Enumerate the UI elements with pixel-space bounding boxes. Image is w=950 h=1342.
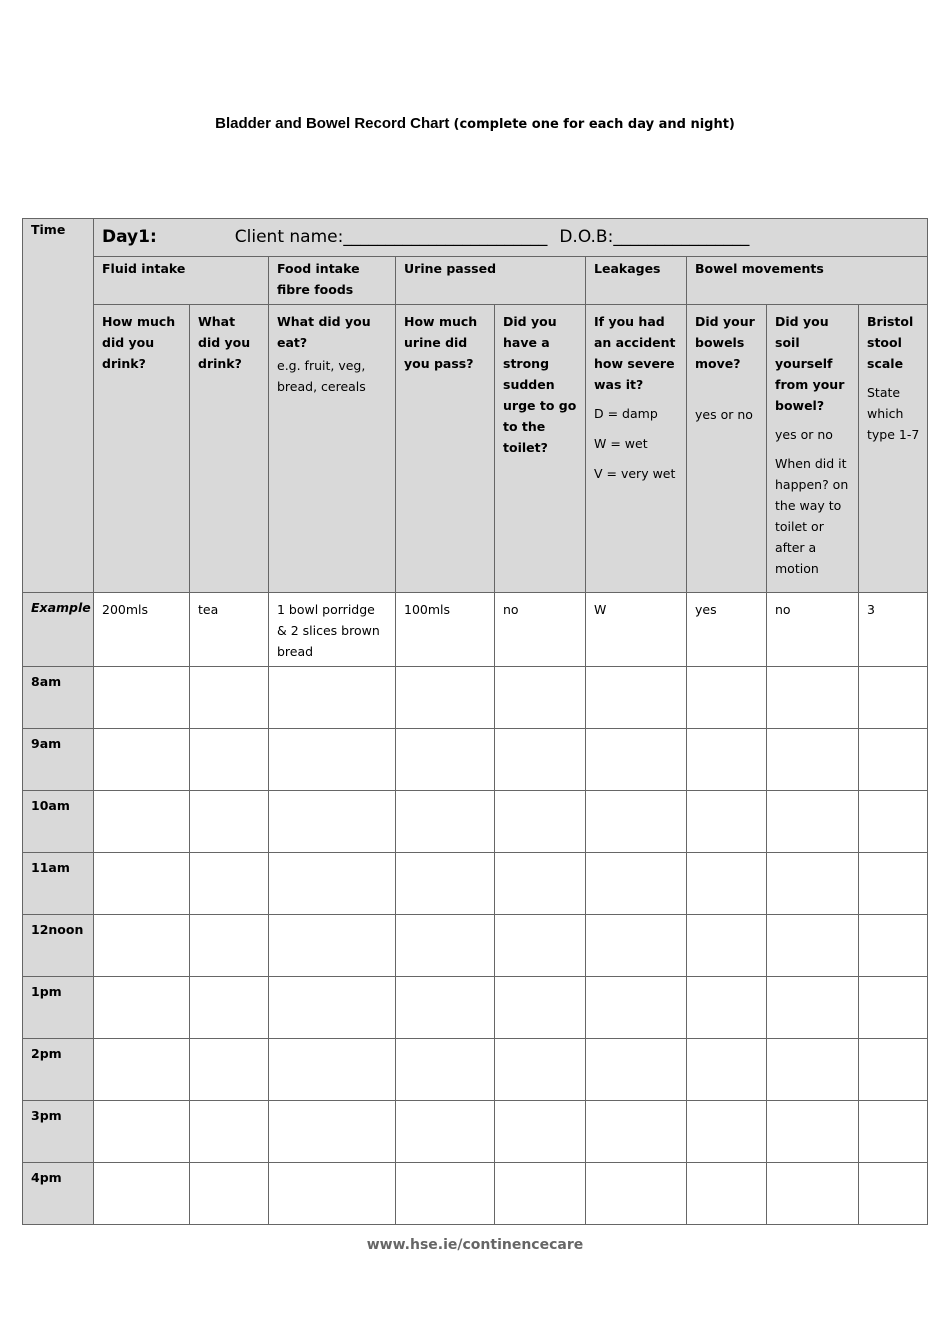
- entry-cell-bristol[interactable]: [859, 977, 928, 1039]
- example-drink: tea: [190, 593, 269, 667]
- entry-cell-urine[interactable]: [396, 791, 495, 853]
- entry-cell-urge[interactable]: [495, 853, 586, 915]
- entry-cell-drink-amount[interactable]: [94, 1039, 190, 1101]
- entry-cell-urine[interactable]: [396, 977, 495, 1039]
- entry-cell-urine[interactable]: [396, 729, 495, 791]
- day-label: Day1:: [102, 227, 157, 247]
- page-title: [0, 115, 950, 132]
- example-drink-amount: 200mls: [94, 593, 190, 667]
- entry-cell-bristol[interactable]: [859, 1039, 928, 1101]
- time-header: Time: [23, 219, 94, 593]
- group-urine-passed: Urine passed: [396, 257, 586, 305]
- entry-cell-drink[interactable]: [190, 853, 269, 915]
- table-row: [23, 853, 928, 915]
- entry-cell-soil[interactable]: [767, 853, 859, 915]
- entry-cell-bristol[interactable]: [859, 1163, 928, 1225]
- entry-cell-urine[interactable]: [396, 915, 495, 977]
- col-how-much-urine: How much urine did you pass?: [396, 305, 495, 593]
- row-time-label: 9am: [23, 729, 94, 791]
- row-time-label: 1pm: [23, 977, 94, 1039]
- entry-cell-soil[interactable]: [767, 1163, 859, 1225]
- entry-cell-urine[interactable]: [396, 667, 495, 729]
- col-urge: Did you have a strong sudden urge to go to the toilet?: [495, 305, 586, 593]
- example-food: 1 bowl porridge & 2 slices brown bread: [269, 593, 396, 667]
- entry-cell-soil[interactable]: [767, 1101, 859, 1163]
- entry-cell-leak[interactable]: [586, 667, 687, 729]
- entry-cell-bowels[interactable]: [687, 977, 767, 1039]
- entry-cell-leak[interactable]: [586, 977, 687, 1039]
- entry-cell-urine[interactable]: [396, 1101, 495, 1163]
- entry-cell-drink[interactable]: [190, 667, 269, 729]
- client-name-field[interactable]: Client name:________________________: [234, 227, 548, 247]
- entry-cell-leak[interactable]: [586, 791, 687, 853]
- entry-cell-food[interactable]: [269, 915, 396, 977]
- entry-cell-leak[interactable]: [586, 915, 687, 977]
- entry-cell-soil[interactable]: [767, 1039, 859, 1101]
- entry-cell-urge[interactable]: [495, 1163, 586, 1225]
- entry-cell-food[interactable]: [269, 667, 396, 729]
- entry-cell-drink-amount[interactable]: [94, 729, 190, 791]
- entry-cell-bowels[interactable]: [687, 667, 767, 729]
- row-time-label: 8am: [23, 667, 94, 729]
- entry-cell-urine[interactable]: [396, 1163, 495, 1225]
- row-time-label: 12noon: [23, 915, 94, 977]
- example-soil: no: [767, 593, 859, 667]
- entry-cell-urge[interactable]: [495, 915, 586, 977]
- entry-cell-urine[interactable]: [396, 853, 495, 915]
- col-how-much-drink: How much did you drink?: [94, 305, 190, 593]
- entry-cell-leak[interactable]: [586, 853, 687, 915]
- entry-cell-bristol[interactable]: [859, 791, 928, 853]
- entry-cell-urge[interactable]: [495, 977, 586, 1039]
- row-time-label: 2pm: [23, 1039, 94, 1101]
- entry-cell-food[interactable]: [269, 1163, 396, 1225]
- entry-cell-drink[interactable]: [190, 1101, 269, 1163]
- entry-cell-urine[interactable]: [396, 1039, 495, 1101]
- col-bristol: Bristol stool scale State which type 1-7: [859, 305, 928, 593]
- entry-cell-drink-amount[interactable]: [94, 1101, 190, 1163]
- table-row: [23, 729, 928, 791]
- entry-cell-drink-amount[interactable]: [94, 977, 190, 1039]
- table-row: [23, 667, 928, 729]
- example-urge: no: [495, 593, 586, 667]
- table-row: [23, 977, 928, 1039]
- entry-cell-food[interactable]: [269, 853, 396, 915]
- row-time-label: 3pm: [23, 1101, 94, 1163]
- example-leak: W: [586, 593, 687, 667]
- entry-cell-urge[interactable]: [495, 1039, 586, 1101]
- entry-cell-drink[interactable]: [190, 977, 269, 1039]
- group-food-intake: Food intake fibre foods: [269, 257, 396, 305]
- entry-cell-bristol[interactable]: [859, 667, 928, 729]
- table-row: [23, 915, 928, 977]
- entry-cell-drink-amount[interactable]: [94, 853, 190, 915]
- entry-cell-soil[interactable]: [767, 667, 859, 729]
- entry-cell-bowels[interactable]: [687, 1163, 767, 1225]
- entry-cell-drink-amount[interactable]: [94, 915, 190, 977]
- entry-cell-food[interactable]: [269, 977, 396, 1039]
- entry-cell-bowels[interactable]: [687, 1101, 767, 1163]
- entry-cell-bristol[interactable]: [859, 729, 928, 791]
- row-time-label: 11am: [23, 853, 94, 915]
- entry-cell-bowels[interactable]: [687, 915, 767, 977]
- entry-cell-drink-amount[interactable]: [94, 791, 190, 853]
- entry-cell-drink-amount[interactable]: [94, 667, 190, 729]
- col-soil: Did you soil yourself from your bowel? yes or no When did it happen? on the way to toilet or after a motion: [767, 305, 859, 593]
- entry-cell-bristol[interactable]: [859, 915, 928, 977]
- entry-cell-drink[interactable]: [190, 1039, 269, 1101]
- entry-cell-urge[interactable]: [495, 667, 586, 729]
- entry-cell-bowels[interactable]: [687, 1039, 767, 1101]
- entry-cell-bristol[interactable]: [859, 1101, 928, 1163]
- example-urine: 100mls: [396, 593, 495, 667]
- entry-cell-drink[interactable]: [190, 1163, 269, 1225]
- group-leakages: Leakages: [586, 257, 687, 305]
- group-fluid-intake: Fluid intake: [94, 257, 269, 305]
- entry-cell-food[interactable]: [269, 729, 396, 791]
- entry-cell-food[interactable]: [269, 1039, 396, 1101]
- example-bristol: 3: [859, 593, 928, 667]
- entry-cell-food[interactable]: [269, 1101, 396, 1163]
- footer-url[interactable]: www.hse.ie/continencecare: [366, 1237, 584, 1253]
- entry-cell-bowels[interactable]: [687, 729, 767, 791]
- chart-subtitle: (complete one for each day and night): [453, 117, 735, 132]
- col-what-drink: What did you drink?: [190, 305, 269, 593]
- row-time-label: 10am: [23, 791, 94, 853]
- row-label-example: Example: [23, 593, 94, 667]
- entry-cell-soil[interactable]: [767, 791, 859, 853]
- entry-cell-urge[interactable]: [495, 791, 586, 853]
- entry-cell-soil[interactable]: [767, 729, 859, 791]
- entry-cell-soil[interactable]: [767, 977, 859, 1039]
- entry-cell-drink[interactable]: [190, 791, 269, 853]
- entry-cell-soil[interactable]: [767, 915, 859, 977]
- table-row: [23, 1163, 928, 1225]
- col-what-eat: What did you eat? e.g. fruit, veg, bread, cereals: [269, 305, 396, 593]
- entry-cell-bowels[interactable]: [687, 791, 767, 853]
- entry-cell-leak[interactable]: [586, 729, 687, 791]
- entry-cell-leak[interactable]: [586, 1163, 687, 1225]
- entry-cell-urge[interactable]: [495, 729, 586, 791]
- entry-cell-drink[interactable]: [190, 729, 269, 791]
- entry-cell-bristol[interactable]: [859, 853, 928, 915]
- col-accident: If you had an accident how severe was it? D = damp W = wet V = very wet: [586, 305, 687, 593]
- entry-cell-food[interactable]: [269, 791, 396, 853]
- entry-cell-drink-amount[interactable]: [94, 1163, 190, 1225]
- col-bowels-move: Did your bowels move? yes or no: [687, 305, 767, 593]
- row-time-label: 4pm: [23, 1163, 94, 1225]
- table-row: [23, 1039, 928, 1101]
- group-bowel-movements: Bowel movements: [687, 257, 928, 305]
- entry-cell-leak[interactable]: [586, 1039, 687, 1101]
- entry-cell-drink[interactable]: [190, 915, 269, 977]
- day-header: [94, 219, 928, 257]
- table-row: [23, 1101, 928, 1163]
- chart-title: Bladder and Bowel Record Chart: [215, 115, 450, 132]
- entry-cell-leak[interactable]: [586, 1101, 687, 1163]
- example-bowels: yes: [687, 593, 767, 667]
- record-table: [22, 218, 928, 1225]
- entry-cell-urge[interactable]: [495, 1101, 586, 1163]
- entry-cell-bowels[interactable]: [687, 853, 767, 915]
- table-row: [23, 791, 928, 853]
- dob-field[interactable]: D.O.B:________________: [559, 227, 750, 247]
- table-row-example: [23, 593, 928, 667]
